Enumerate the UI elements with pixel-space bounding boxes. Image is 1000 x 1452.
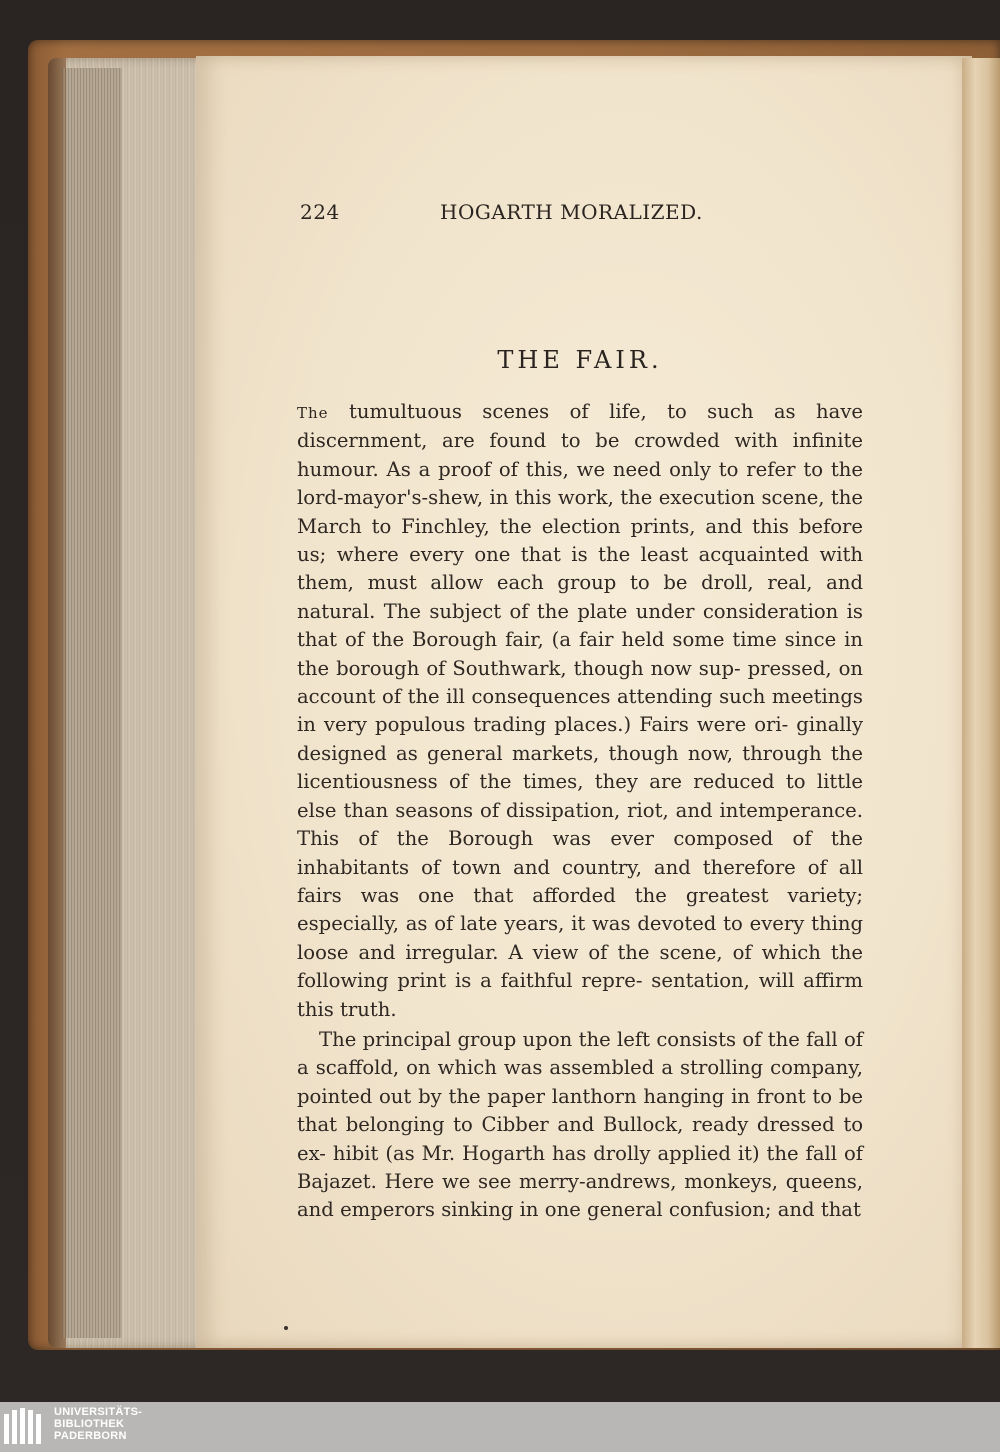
text-line: pointed out by the paper lanthorn hanging in front to be [297,1084,863,1108]
text-line: the least acquainted with them, must allow each group to [297,543,863,595]
text-line: hibit (as Mr. Hogarth has drolly applied it) the fall of [332,1141,863,1165]
text-line: be droll, real, and natural. The subject of the plate under [297,571,863,623]
text-line: this work, the execution scene, the March to Finchley, the [297,486,863,538]
text-line: the licentiousness of the times, they are reduced to little [297,741,864,794]
page-block-edges [48,58,208,1348]
text-line: of this, we need only to refer to the lord-mayor's-shew, in [297,457,863,510]
text-line: else than seasons of dissipation, riot, and intemperance. [297,798,863,822]
body-text [297,398,863,1225]
text-line: tumultuous scenes of life, to such as have discernment, [297,400,863,453]
text-line: afforded the greatest variety; especially, as of late years, it [297,883,864,936]
text-line: the scene, of which the following print is a faithful repre- [297,940,863,993]
library-name-line-2: BIBLIOTHEK [54,1418,125,1430]
running-title: HOGARTH MORALIZED. [440,200,703,224]
text-line: of town and country, and therefore of all fairs was one that [297,855,863,907]
page-header [300,200,720,234]
library-name-line-3: PADERBORN [54,1430,127,1442]
text-line: a scaffold, on which was assembled a strolling company, [297,1056,863,1080]
paragraph-lead-word: The [297,404,329,422]
text-line: sentation, will affirm this truth. [297,969,863,1021]
text-line: and emperors sinking in one general confusion; and that [297,1198,861,1222]
text-line: This of the Borough was ever composed of the inhabitants [297,827,863,879]
paragraph-2 [297,1026,863,1225]
page-speck [284,1326,288,1330]
page-edge-stripes [62,68,122,1338]
text-line: was devoted to every thing loose and irregular. A view of [297,912,864,964]
page-number: 224 [300,200,340,224]
paragraph-1 [297,398,863,1024]
text-line: meetings in very populous trading places.) Fairs were ori- [297,685,863,737]
library-logo-icon [4,1408,50,1448]
text-line: The principal group upon the left consists of the fall of [319,1027,863,1051]
text-line: consideration is that of the Borough fair, (a fair held some [297,599,863,652]
chapter-title: THE FAIR. [497,346,663,374]
text-line: ginally designed as general markets, though now, through [297,713,864,765]
text-line: time since in the borough of Southwark, though now sup- [297,628,864,680]
text-line: pressed, on account of the ill consequences attending such [297,656,863,709]
text-line: election prints, and this before us; where every one that is [297,514,864,567]
text-line: are found to be crowded with infinite humour. As a proof [297,429,863,481]
library-name [54,1406,142,1442]
facing-page-edge [962,58,1000,1348]
library-footer [0,1402,1000,1452]
text-line: Bajazet. Here we see merry-andrews, monkeys, queens, [297,1169,863,1193]
text-line: that belonging to Cibber and Bullock, ready dressed to ex- [297,1113,863,1165]
library-name-line-1: UNIVERSITÄTS- [54,1406,143,1418]
